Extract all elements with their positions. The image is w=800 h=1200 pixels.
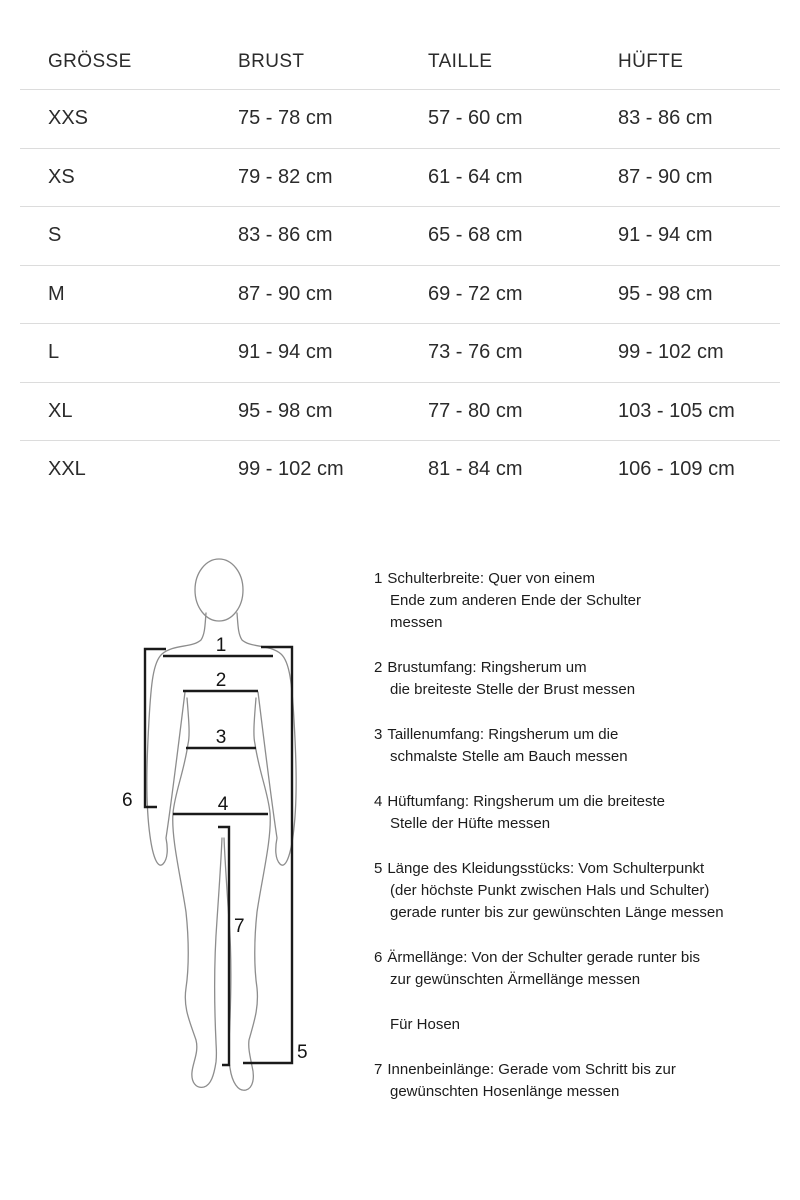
cell-size: XXS (48, 107, 89, 130)
guide-item-garment-length (374, 858, 786, 924)
guide-item-text: gerade runter bis zur gewünschten Länge messen (390, 904, 724, 921)
left-arm-outline (147, 613, 206, 865)
table-row (20, 265, 780, 324)
cell-brust: 99 - 102 cm (238, 458, 344, 481)
table-row (20, 440, 780, 499)
guide-item-text: gewünschten Hosenlänge messen (390, 1083, 620, 1100)
guide-item-text: Ärmellänge: Von der Schulter gerade runter bis (387, 949, 701, 966)
cell-huefte: 99 - 102 cm (618, 341, 724, 364)
cell-huefte: 95 - 98 cm (618, 282, 713, 305)
guide-item-number: 4 (374, 793, 383, 810)
guide-item-chest (374, 657, 786, 701)
trousers-heading: Für Hosen (390, 1016, 461, 1033)
cell-taille: 77 - 80 cm (428, 399, 523, 422)
left-torso-leg-outline (173, 698, 222, 1087)
guide-item-text: (der höchste Punkt zwischen Hals und Schulter) (390, 882, 710, 899)
guide-item-text: Hüftumfang: Ringsherum um die breiteste (387, 793, 665, 810)
table-row (20, 323, 780, 382)
guide-item-number: 7 (374, 1061, 383, 1078)
label-inseam: 7 (234, 916, 245, 937)
guide-item-text: messen (390, 614, 443, 631)
cell-brust: 91 - 94 cm (238, 341, 333, 364)
guide-item-shoulder (374, 568, 786, 634)
inseam-line (218, 827, 229, 1065)
right-torso-leg-outline (224, 698, 270, 1090)
size-table (20, 34, 780, 499)
measurement-guide (374, 568, 786, 1126)
cell-huefte: 91 - 94 cm (618, 224, 713, 247)
cell-size: XL (48, 399, 73, 422)
head-outline (195, 559, 243, 621)
guide-item-number: 6 (374, 949, 383, 966)
guide-item-number: 2 (374, 659, 383, 676)
cell-brust: 79 - 82 cm (238, 165, 333, 188)
label-hip: 4 (217, 794, 229, 815)
body-measurement-figure (110, 545, 340, 1145)
cell-taille: 57 - 60 cm (428, 107, 523, 130)
label-chest: 2 (215, 670, 227, 691)
guide-item-text: Länge des Kleidungsstücks: Vom Schulterpunkt (387, 860, 705, 877)
guide-item-inseam (374, 1059, 786, 1103)
table-row (20, 148, 780, 207)
cell-size: XS (48, 165, 75, 188)
guide-item-text: Innenbeinlänge: Gerade vom Schritt bis zur (387, 1061, 676, 1078)
cell-taille: 69 - 72 cm (428, 282, 523, 305)
guide-item-text: Ende zum anderen Ende der Schulter (390, 592, 641, 609)
cell-huefte: 83 - 86 cm (618, 107, 713, 130)
guide-item-number: 5 (374, 860, 383, 877)
cell-brust: 95 - 98 cm (238, 399, 333, 422)
header-huefte: HÜFTE (618, 50, 684, 72)
cell-size: S (48, 224, 62, 247)
table-row (20, 89, 780, 148)
cell-size: XXL (48, 458, 86, 481)
guide-item-text: zur gewünschten Ärmellänge messen (390, 971, 641, 988)
cell-taille: 81 - 84 cm (428, 458, 523, 481)
guide-item-text: Stelle der Hüfte messen (390, 815, 551, 832)
guide-item-text: Schulterbreite: Quer von einem (387, 570, 595, 587)
label-sleeve-length: 6 (122, 790, 133, 811)
guide-item-sleeve-length (374, 947, 786, 991)
cell-taille: 65 - 68 cm (428, 224, 523, 247)
garment-length-bracket (243, 647, 292, 1063)
header-groesse: GRÖSSE (48, 50, 132, 72)
label-waist: 3 (215, 727, 227, 748)
cell-taille: 73 - 76 cm (428, 341, 523, 364)
cell-size: L (48, 341, 60, 364)
header-brust: BRUST (238, 50, 305, 72)
cell-huefte: 87 - 90 cm (618, 165, 713, 188)
guide-item-text: Brustumfang: Ringsherum um (387, 659, 587, 676)
guide-item-hip (374, 791, 786, 835)
guide-item-waist (374, 724, 786, 768)
right-arm-outline (237, 613, 296, 865)
table-header-row (20, 34, 780, 89)
guide-item-text: Taillenumfang: Ringsherum um die (387, 726, 619, 743)
cell-brust: 87 - 90 cm (238, 282, 333, 305)
header-taille: TAILLE (428, 50, 493, 72)
guide-item-number: 3 (374, 726, 383, 743)
cell-huefte: 106 - 109 cm (618, 458, 735, 481)
cell-huefte: 103 - 105 cm (618, 399, 735, 422)
label-shoulder: 1 (215, 635, 227, 656)
cell-size: M (48, 282, 65, 305)
table-row (20, 206, 780, 265)
table-row (20, 382, 780, 441)
guide-item-text: die breiteste Stelle der Brust messen (390, 681, 636, 698)
cell-taille: 61 - 64 cm (428, 165, 523, 188)
guide-item-number: 1 (374, 570, 383, 587)
cell-brust: 75 - 78 cm (238, 107, 333, 130)
cell-brust: 83 - 86 cm (238, 224, 333, 247)
mannequin-diagram (110, 545, 340, 1145)
label-garment-length: 5 (297, 1042, 308, 1063)
guide-item-text: schmalste Stelle am Bauch messen (390, 748, 628, 765)
